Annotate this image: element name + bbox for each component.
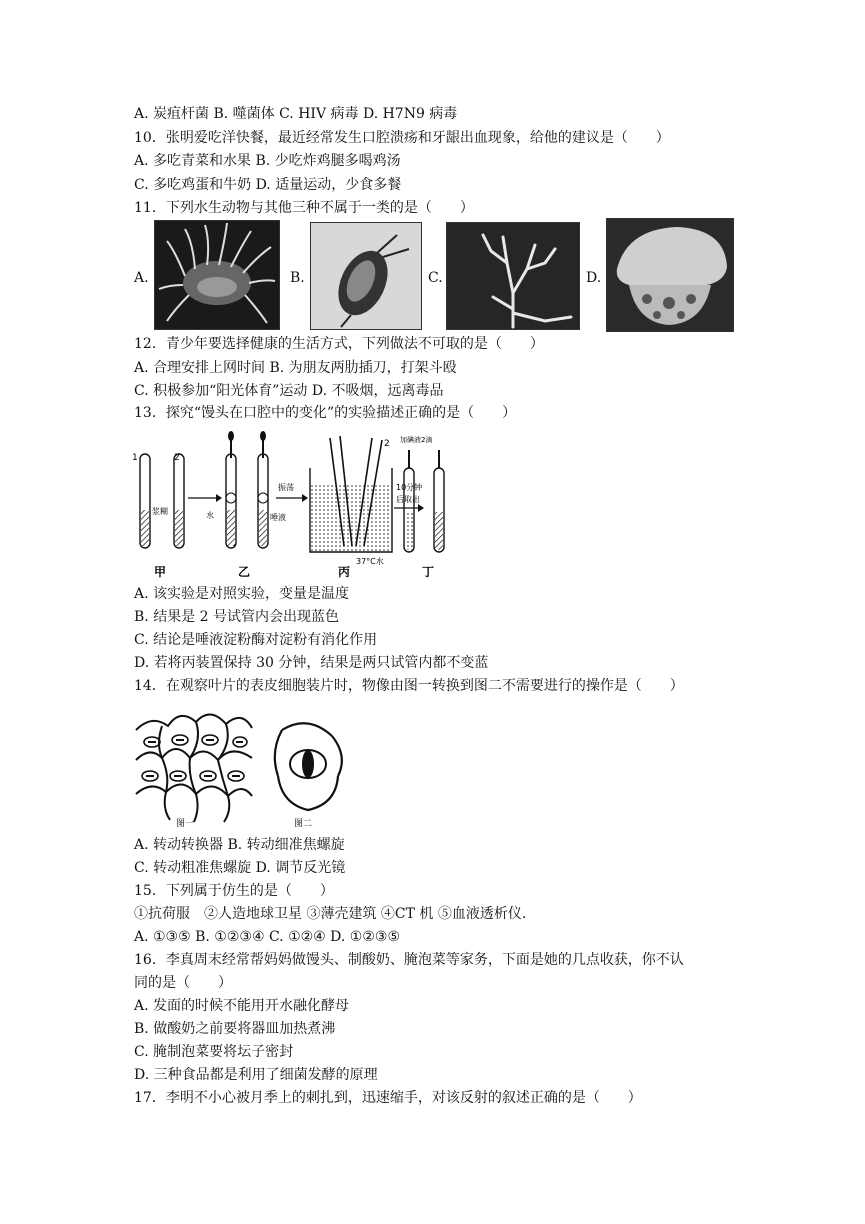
- q12-stem: 12．青少年要选择健康的生活方式，下列做法不可取的是（ ）: [134, 336, 544, 352]
- q10-stem: 10．张明爱吃洋快餐，最近经常发生口腔溃疡和牙龈出血现象，给他的建议是（ ）: [134, 130, 670, 146]
- tube1-label: 1: [132, 453, 138, 463]
- q16-option-d: D. 三种食品都是利用了细菌发酵的原理: [134, 1067, 378, 1083]
- water-label: 水: [206, 511, 214, 520]
- coral-icon: [447, 223, 579, 329]
- fig1-label: 图一: [176, 819, 195, 829]
- sea-anemone-icon: [155, 221, 279, 329]
- q11-photo-coral: [446, 222, 580, 330]
- q12-options-1: A. 合理安排上网时间 B. 为朋友两肋插刀，打架斗殴: [134, 360, 457, 376]
- q14-stem: 14．在观察叶片的表皮细胞装片时，物像由图一转换到图二不需要进行的操作是（ ）: [134, 678, 684, 694]
- temp-label: 37°C水: [356, 557, 384, 566]
- epidermal-cells-diagram: [132, 700, 352, 830]
- q15-stem: 15．下列属于仿生的是（ ）: [134, 883, 334, 899]
- q13-option-a: A. 该实验是对照实验，变量是温度: [134, 586, 350, 602]
- q11-photo-sea-anemone: [154, 220, 280, 330]
- q13-option-b: B. 结果是 2 号试管内会出现蓝色: [134, 609, 339, 625]
- q14-options-2: C. 转动粗准焦螺旋 D. 调节反光镜: [134, 860, 346, 876]
- stage-jia: 甲: [154, 565, 167, 578]
- q14-cell-figures: [132, 700, 352, 830]
- q11-stem: 11．下列水生动物与其他三种不属于一类的是（ ）: [134, 200, 474, 216]
- q16-stem-2: 同的是（ ）: [134, 975, 232, 991]
- q15-options: A. ①③⑤ B. ①②③④ C. ①②④ D. ①②③⑤: [134, 929, 400, 945]
- tube2-label-c: 2: [384, 439, 390, 449]
- q11-photo-water-flea: [310, 222, 422, 330]
- q16-option-c: C. 腌制泡菜要将坛子密封: [134, 1044, 294, 1060]
- q16-option-a: A. 发面的时候不能用开水融化酵母: [134, 998, 350, 1014]
- fig2-label: 图二: [294, 819, 313, 829]
- q12-options-2: C. 积极参加“阳光体育”运动 D. 不吸烟，远离毒品: [134, 383, 444, 399]
- q13-option-c: C. 结论是唾液淀粉酶对淀粉有消化作用: [134, 632, 378, 648]
- q13-experiment-figure: [130, 428, 460, 578]
- q9-options: A. 炭疽杆菌 B. 噬菌体 C. HIV 病毒 D. H7N9 病毒: [134, 106, 458, 122]
- stage-bing: 丙: [338, 565, 351, 578]
- q11-label-d: D.: [586, 270, 602, 286]
- q16-option-b: B. 做酸奶之前要将器皿加热煮沸: [134, 1021, 336, 1037]
- saliva-label: 唾液: [270, 513, 286, 522]
- q11-photo-jellyfish: [606, 218, 734, 332]
- test-tube-diagram: [130, 428, 460, 578]
- q15-items: ①抗荷服 ②人造地球卫星 ③薄壳建筑 ④CT 机 ⑤血液透析仪.: [134, 906, 527, 922]
- q16-stem-1: 16．李真周末经常帮妈妈做馒头、制酸奶、腌泡菜等家务，下面是她的几点收获，你不认: [134, 952, 684, 968]
- iodine-label: 加碘液2滴: [400, 436, 433, 444]
- time-label: 10分钟: [396, 483, 423, 492]
- q17-stem: 17．李明不小心被月季上的刺扎到，迅速缩手，对该反射的叙述正确的是（ ）: [134, 1090, 642, 1106]
- q10-options-2: C. 多吃鸡蛋和牛奶 D. 适量运动，少食多餐: [134, 177, 402, 193]
- takeout-label: 后取出: [396, 495, 420, 504]
- q13-stem: 13．探究“馒头在口腔中的变化”的实验描述正确的是（ ）: [134, 405, 517, 421]
- q14-options-1: A. 转动转换器 B. 转动细准焦螺旋: [134, 837, 345, 853]
- water-flea-icon: [311, 223, 421, 329]
- stir-label: 振荡: [278, 483, 294, 492]
- tube2-label: 2: [174, 453, 180, 463]
- q11-label-c: C.: [428, 270, 443, 286]
- q13-option-d: D. 若将丙装置保持 30 分钟，结果是两只试管内都不变蓝: [134, 655, 489, 671]
- paste-label: 浆糊: [152, 507, 168, 516]
- stage-yi: 乙: [238, 565, 251, 578]
- q10-options-1: A. 多吃青菜和水果 B. 少吃炸鸡腿多喝鸡汤: [134, 153, 401, 169]
- q11-label-a: A.: [134, 270, 149, 286]
- jellyfish-icon: [607, 219, 733, 331]
- stage-ding: 丁: [422, 565, 435, 578]
- q11-label-b: B.: [290, 270, 305, 286]
